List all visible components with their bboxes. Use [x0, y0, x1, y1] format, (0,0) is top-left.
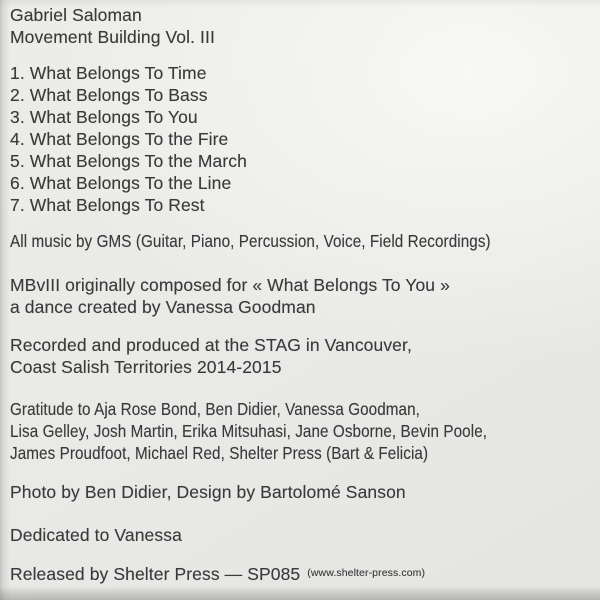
track-title: What Belongs To Rest [29, 195, 205, 215]
header [10, 4, 215, 48]
track-item [10, 62, 247, 84]
tracklist [10, 62, 247, 216]
track-item [10, 172, 247, 194]
track-title: What Belongs To the March [29, 151, 247, 171]
track-item [10, 128, 247, 150]
track-title: What Belongs To Time [29, 63, 207, 83]
credit-gratitude [10, 398, 558, 464]
credit-composed-line1: MBvIII originally composed for « What Belongs To You » [10, 275, 450, 295]
track-title: What Belongs To the Fire [29, 129, 229, 149]
credit-gratitude-line1: Gratitude to Aja Rose Bond, Ben Didier, Vanessa Goodman, [10, 399, 420, 419]
release-label: Released by Shelter Press — SP085 [10, 564, 301, 584]
credit-composed [10, 274, 450, 318]
credit-photo-design: Photo by Ben Didier, Design by Bartolomé Sanson [10, 482, 406, 502]
release-website: (www.shelter-press.com) [307, 567, 426, 579]
track-title: What Belongs To You [29, 107, 198, 127]
track-number: 6. [10, 173, 25, 193]
track-item [10, 84, 247, 106]
credit-music: All music by GMS (Guitar, Piano, Percussion, Voice, Field Recordings) [10, 231, 491, 251]
track-number: 7. [10, 195, 25, 215]
credit-dedication: Dedicated to Vanessa [10, 525, 182, 545]
track-title: What Belongs To the Line [29, 173, 232, 193]
track-title: What Belongs To Bass [29, 85, 208, 105]
credit-release [10, 563, 425, 588]
track-number: 4. [10, 129, 25, 149]
track-number: 1. [10, 63, 25, 83]
credit-composed-line2: a dance created by Vanessa Goodman [10, 297, 316, 317]
track-number: 2. [10, 85, 25, 105]
track-item [10, 194, 247, 216]
track-item [10, 150, 247, 172]
track-item [10, 106, 247, 128]
track-number: 5. [10, 151, 25, 171]
credit-recorded [10, 334, 412, 378]
artist-name: Gabriel Saloman [10, 5, 142, 25]
album-title: Movement Building Vol. III [10, 27, 215, 47]
credit-recorded-line1: Recorded and produced at the STAG in Vancouver, [10, 335, 412, 355]
credit-gratitude-line3: James Proudfoot, Michael Red, Shelter Press (Bart & Felicia) [10, 443, 429, 463]
credit-recorded-line2: Coast Salish Territories 2014-2015 [10, 357, 282, 377]
credit-gratitude-line2: Lisa Gelley, Josh Martin, Erika Mitsuhasi, Jane Osborne, Bevin Poole, [10, 421, 488, 441]
track-number: 3. [10, 107, 25, 127]
